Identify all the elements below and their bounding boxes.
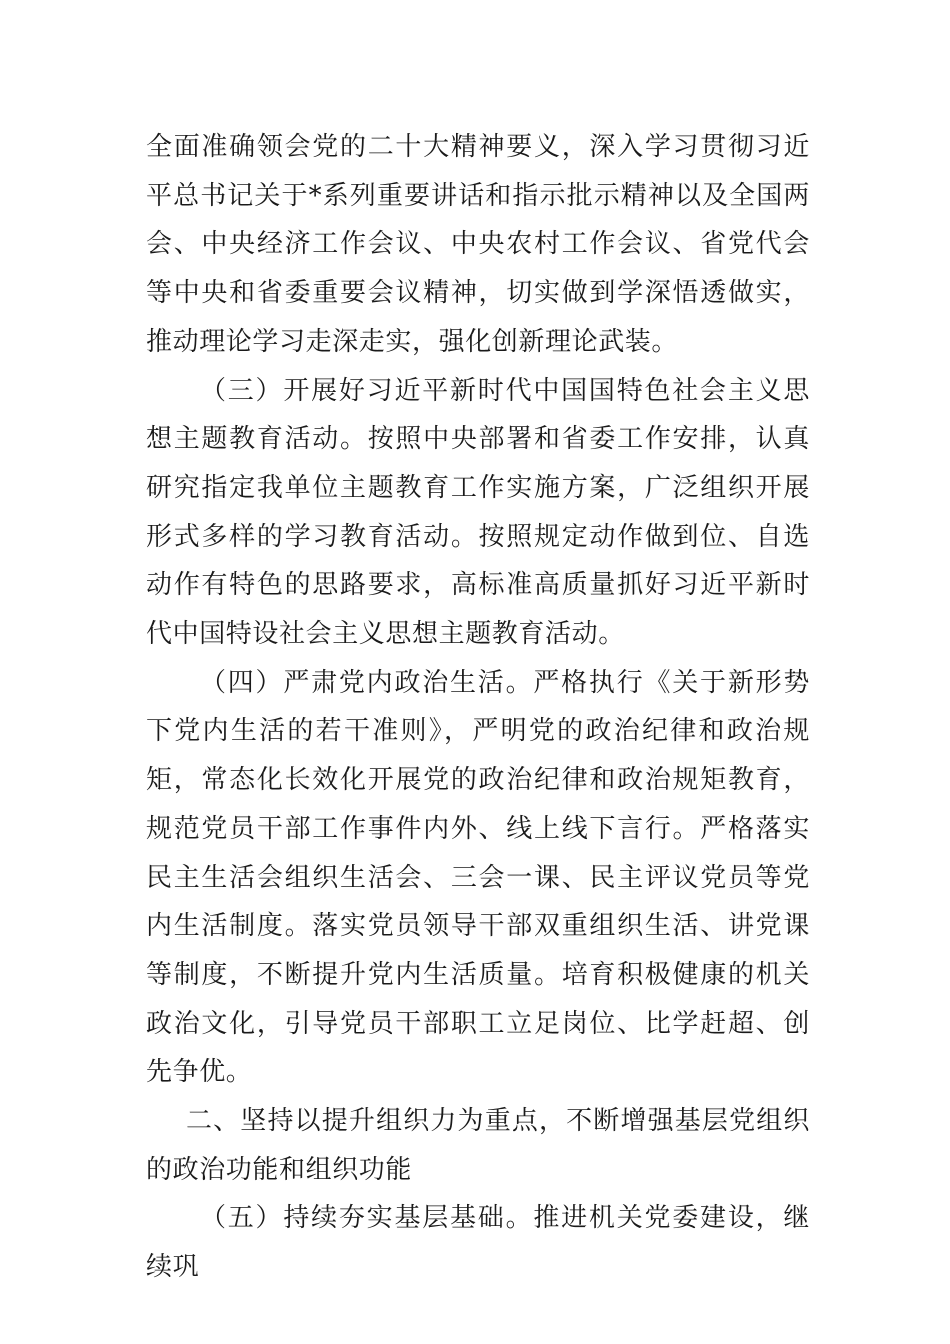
paragraph-section-5: （五）持续夯实基层基础。推进机关党委建设，继续巩 (146, 1203, 810, 1283)
paragraph-section-4: （四）严肃党内政治生活。严格执行《关于新形势下党内生活的若干准则》，严明党的政治纪律和政治规矩，常态化长效化开展党的政治纪律和政治规矩教育，规范党员干部工作事件内外、线上线下言行。严格落实民主生活会组织生活会、三会一课、民主评议党员等党内生活制度。落实党员领导干部双重组织生活、讲党课等制度，不断提升党内生活质量。培育积极健康的机关政治文化，引导党员干部职工立足岗位、比学赶超、创先争优。 (146, 667, 810, 1088)
paragraph-study-continuation: 全面准确领会党的二十大精神要义，深入学习贯彻习近平总书记关于*系列重要讲话和指示批示精神以及全国两会、中央经济工作会议、中央农村工作会议、省党代会等中央和省委重要会议精神，切实做到学深悟透做实，推动理论学习走深走实，强化创新理论武装。 (146, 132, 810, 357)
paragraph-section-3: （三）开展好习近平新时代中国国特色社会主义思想主题教育活动。按照中央部署和省委工作安排，认真研究指定我单位主题教育工作实施方案，广泛组织开展形式多样的学习教育活动。按照规定动作做到位、自选动作有特色的思路要求，高标准高质量抓好习近平新时代中国特设社会主义思想主题教育活动。 (146, 375, 810, 650)
document-body (146, 123, 810, 1292)
section-heading-2: 二、坚持以提升组织力为重点，不断增强基层党组织的政治功能和组织功能 (146, 1106, 810, 1185)
